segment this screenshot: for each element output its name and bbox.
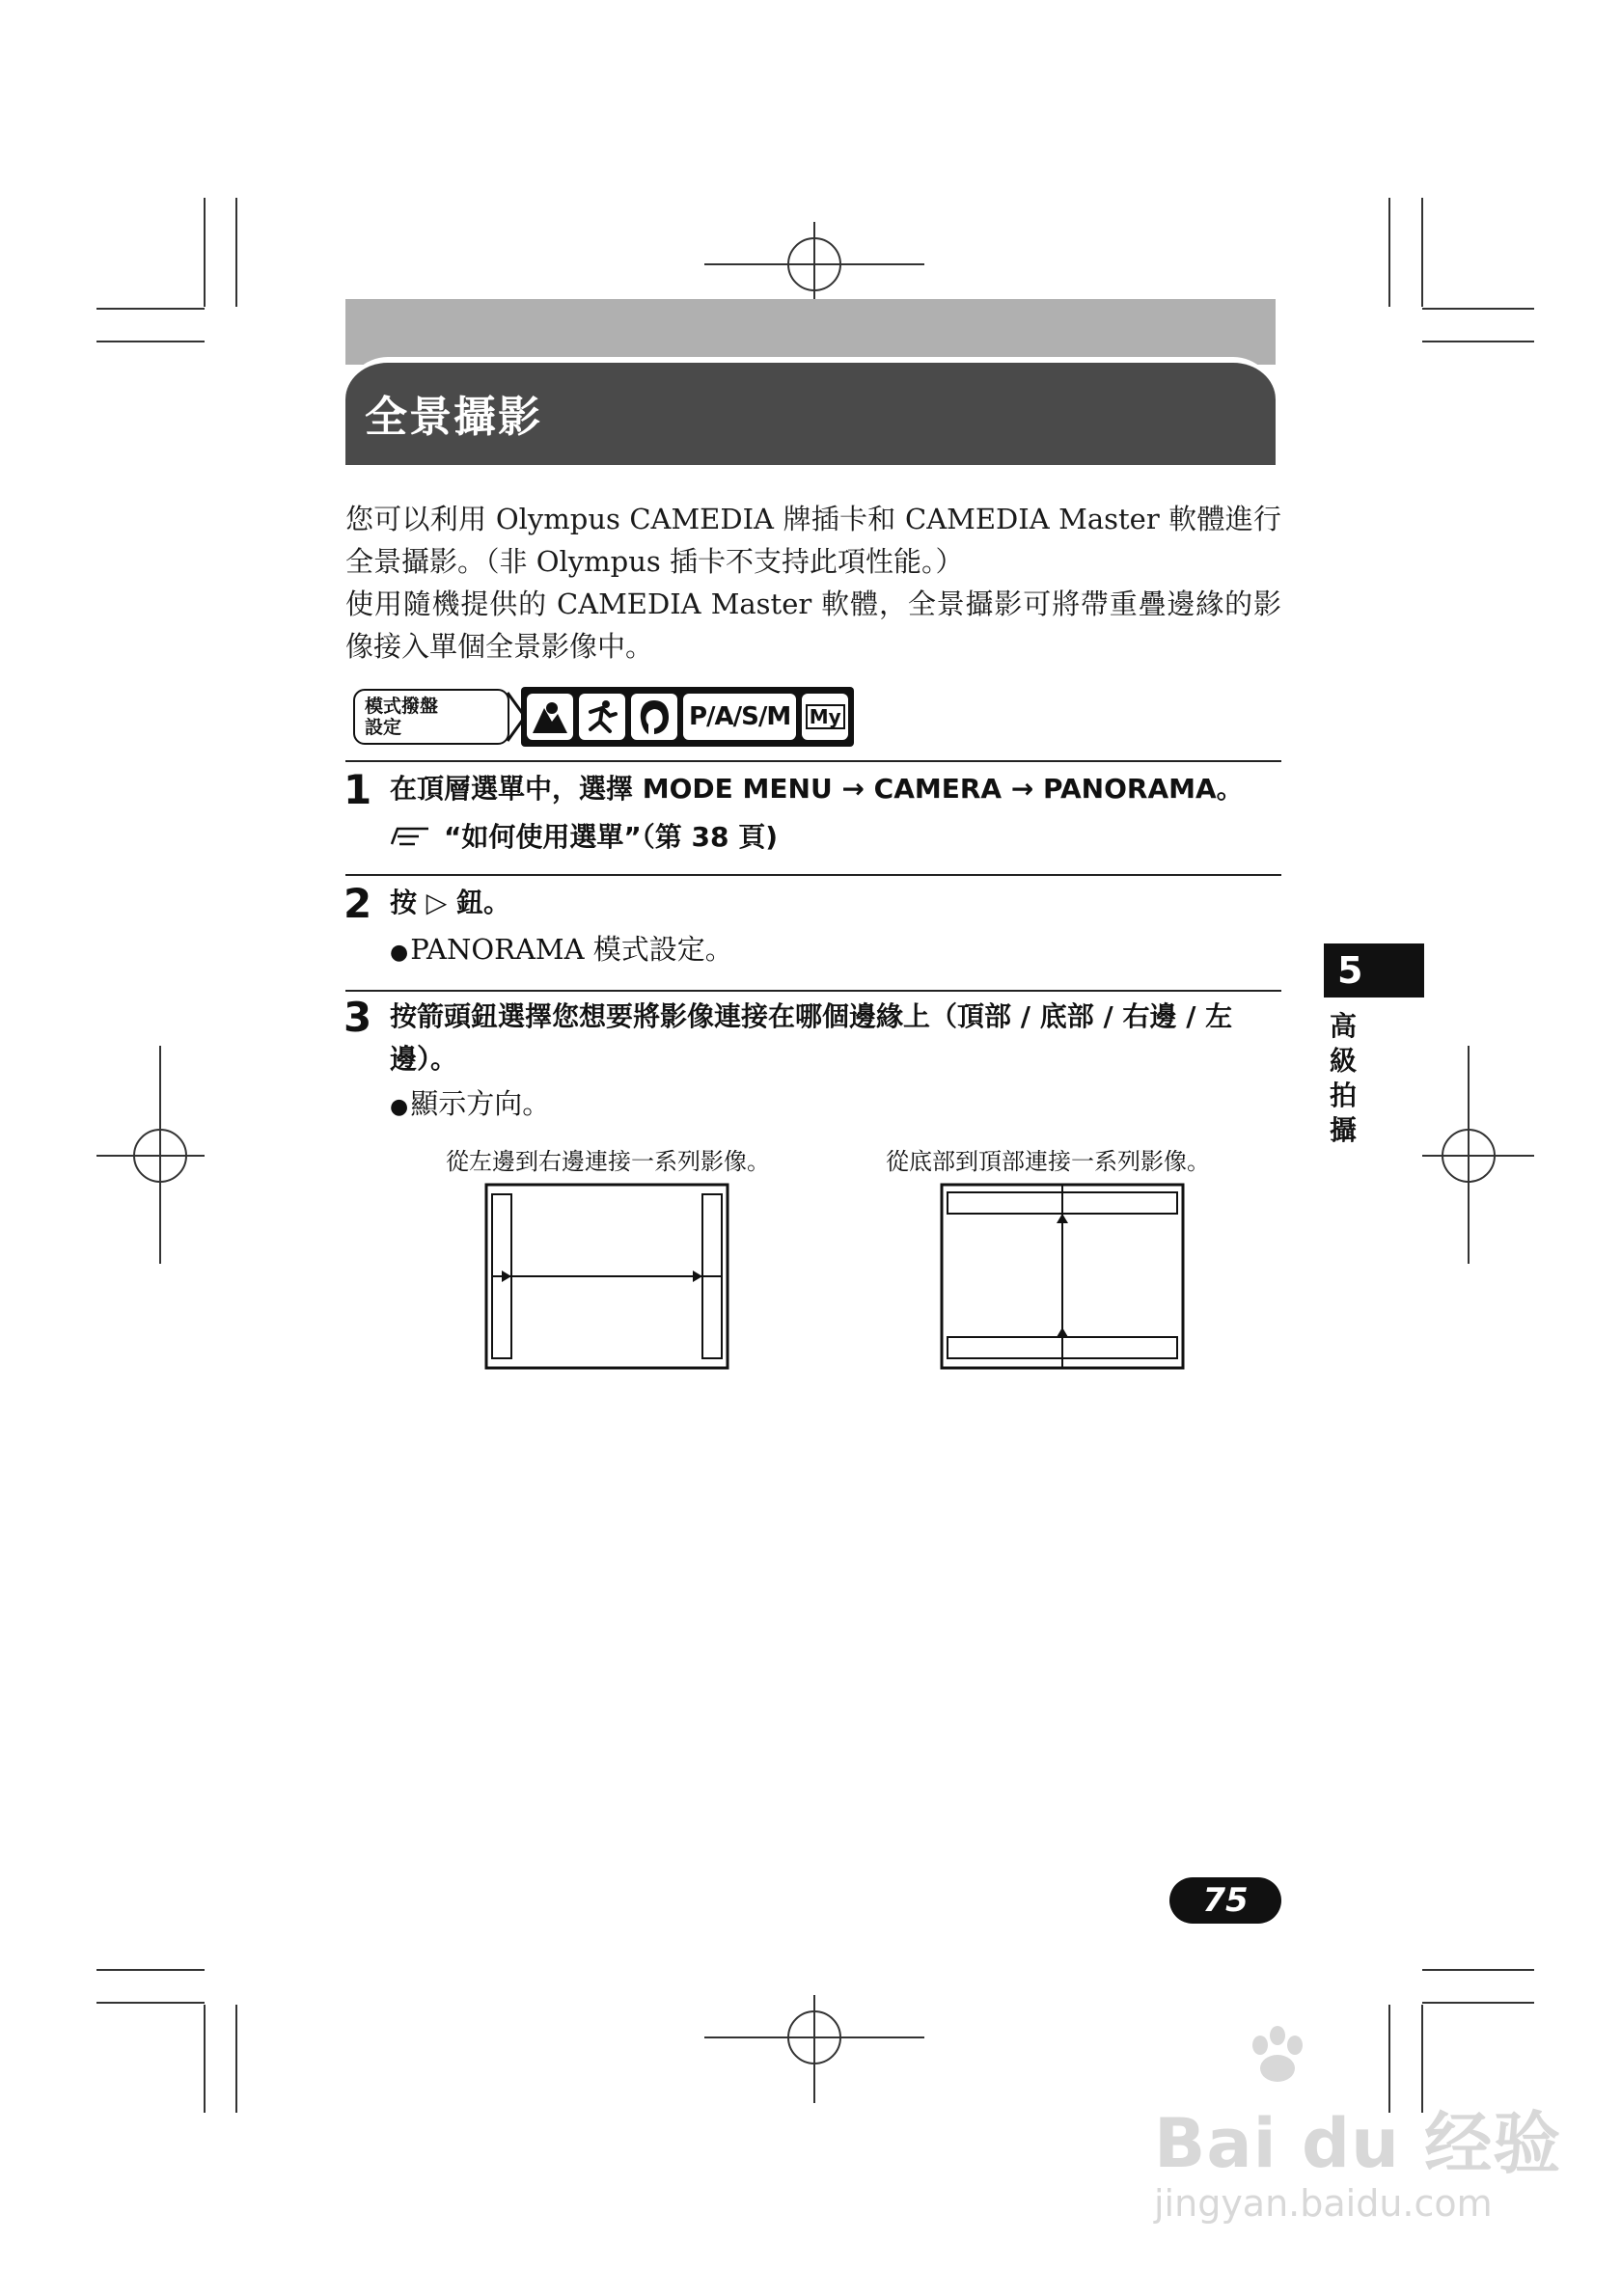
right-diagram-caption: 從底部到頂部連接一系列影像。 bbox=[886, 1148, 1210, 1175]
step-1-rule bbox=[345, 760, 1281, 762]
step-1-reference-text: “如何使用選單”（第 38 頁) bbox=[444, 821, 779, 853]
landscape-portrait-icon bbox=[527, 694, 573, 740]
left-to-right-diagram bbox=[484, 1183, 729, 1370]
bullet-icon: ● bbox=[390, 941, 409, 965]
step-2-text: 按 ▷ 鈕。 bbox=[390, 887, 511, 918]
step-1-number: 1 bbox=[343, 766, 372, 813]
header-band-light bbox=[345, 299, 1276, 365]
step-1-text: 在頂層選單中，選擇 MODE MENU → CAMERA → PANORAMA。 bbox=[390, 773, 1244, 805]
step-3-text: 按箭頭鈕選擇您想要將影像連接在哪個邊緣上（頂部 / 底部 / 右邊 / 左邊）。 bbox=[390, 1000, 1233, 1075]
mode-dial-label-line1: 模式撥盤 bbox=[365, 696, 439, 717]
step-2-number: 2 bbox=[343, 880, 372, 927]
chapter-number: 5 bbox=[1324, 943, 1424, 998]
step-2-bullet-text: PANORAMA 模式設定。 bbox=[410, 933, 733, 966]
step-3-bullet-text: 顯示方向。 bbox=[410, 1087, 551, 1120]
sport-icon bbox=[579, 694, 625, 740]
watermark-url: jingyan.baidu.com bbox=[1154, 2182, 1493, 2225]
step-1-reference bbox=[390, 816, 778, 855]
page-number: 75 bbox=[1169, 1877, 1281, 1924]
baidu-paw-logo bbox=[1245, 2026, 1312, 2084]
bullet-icon: ● bbox=[390, 1095, 409, 1119]
my-mode-label: My bbox=[806, 704, 845, 729]
mode-dial-label bbox=[353, 689, 509, 745]
step-2-rule bbox=[345, 874, 1281, 876]
watermark-main: Bai du 经验 bbox=[1154, 2104, 1562, 2183]
my-mode-icon bbox=[802, 694, 848, 740]
page-title: 全景攝影 bbox=[365, 393, 542, 442]
pointing-hand-icon bbox=[390, 823, 432, 848]
mode-dial-label-line2: 設定 bbox=[365, 717, 402, 738]
chapter-label: 高級拍攝 bbox=[1329, 1010, 1357, 1146]
step-3-rule bbox=[345, 990, 1281, 992]
step-3-bullet bbox=[390, 1082, 550, 1122]
step-2-bullet bbox=[390, 928, 733, 968]
portrait-icon bbox=[631, 694, 677, 740]
bottom-to-top-diagram bbox=[940, 1183, 1185, 1370]
intro-paragraph-1: 您可以利用 Olympus CAMEDIA 牌插卡和 CAMEDIA Master 軟體進行全景攝影。（非 Olympus 插卡不支持此項性能。） bbox=[345, 503, 1281, 578]
step-3-number: 3 bbox=[343, 994, 372, 1041]
pasm-mode-icon: P/A/S/M bbox=[683, 694, 796, 740]
intro-text bbox=[345, 498, 1281, 668]
intro-paragraph-2: 使用隨機提供的 CAMEDIA Master 軟體，全景攝影可將帶重疊邊緣的影像接入單個全景影像中。 bbox=[345, 588, 1281, 663]
left-diagram-caption: 從左邊到右邊連接一系列影像。 bbox=[446, 1148, 770, 1175]
mode-dial-icons bbox=[521, 687, 854, 747]
